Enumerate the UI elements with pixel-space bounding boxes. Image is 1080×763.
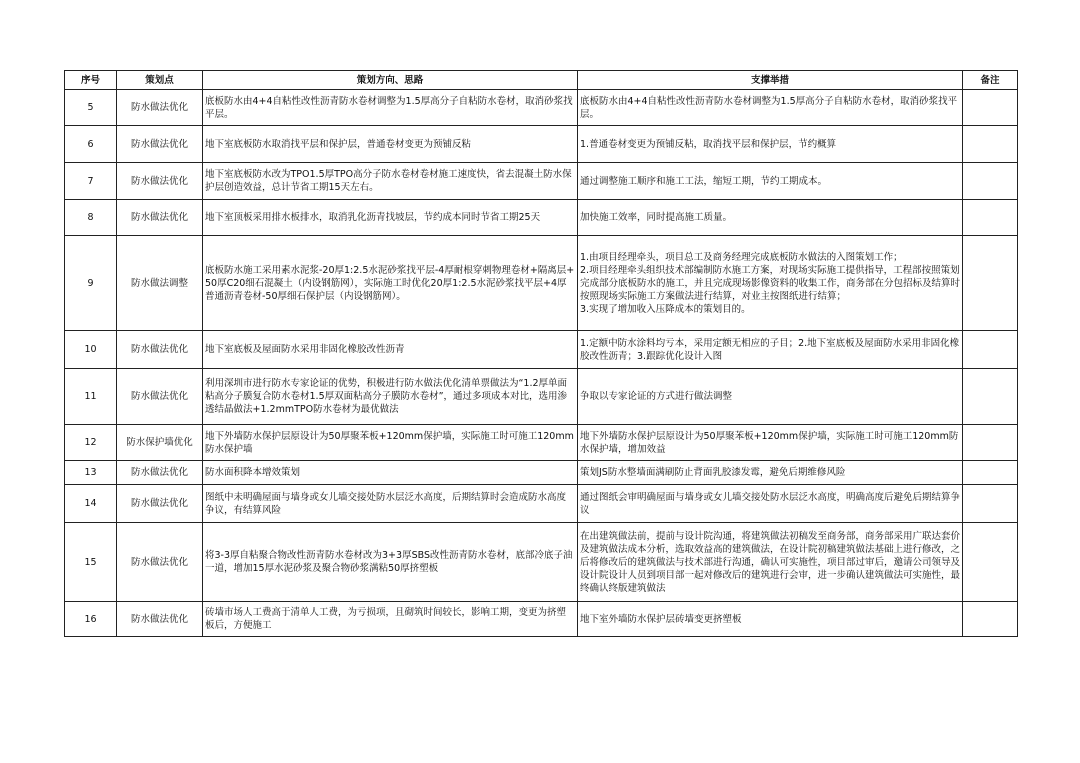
row-plan-point: 防水做法优化 — [117, 163, 203, 200]
table-row — [65, 602, 1018, 637]
header-num: 序号 — [65, 71, 117, 90]
table-row — [65, 425, 1018, 461]
row-direction: 地下室顶板采用排水板排水，取消乳化沥青找坡层，节约成本同时节省工期25天 — [203, 200, 578, 236]
header-direction: 策划方向、思路 — [203, 71, 578, 90]
table-row — [65, 523, 1018, 602]
header-measures: 支撑举措 — [578, 71, 963, 90]
table-row — [65, 200, 1018, 236]
plan-table — [64, 70, 1018, 637]
row-measures: 通过图纸会审明确屋面与墙身或女儿墙交接处防水层泛水高度，明确高度后避免后期结算争议 — [578, 485, 963, 523]
row-measures: 1.定额中防水涂料均亏本，采用定额无相应的子目；2.地下室底板及屋面防水采用非固化橡胶改性沥青；3.跟踪优化设计入图 — [578, 331, 963, 369]
row-plan-point: 防水做法调整 — [117, 236, 203, 331]
header-point: 策划点 — [117, 71, 203, 90]
row-measures: 通过调整施工顺序和施工工法，缩短工期，节约工期成本。 — [578, 163, 963, 200]
row-note — [963, 200, 1018, 236]
row-note — [963, 425, 1018, 461]
row-num: 9 — [65, 236, 117, 331]
row-num: 5 — [65, 90, 117, 126]
row-note — [963, 90, 1018, 126]
row-num: 14 — [65, 485, 117, 523]
row-num: 7 — [65, 163, 117, 200]
row-direction: 地下室底板及屋面防水采用非固化橡胶改性沥青 — [203, 331, 578, 369]
row-plan-point: 防水保护墙优化 — [117, 425, 203, 461]
row-note — [963, 163, 1018, 200]
row-plan-point: 防水做法优化 — [117, 461, 203, 485]
row-direction: 底板防水由4+4自粘性改性沥青防水卷材调整为1.5厚高分子自粘防水卷材，取消砂浆找平层。 — [203, 90, 578, 126]
row-num: 6 — [65, 126, 117, 163]
row-measures: 加快施工效率，同时提高施工质量。 — [578, 200, 963, 236]
row-measures: 地下室外墙防水保护层砖墙变更挤塑板 — [578, 602, 963, 637]
row-measures: 1.由项目经理牵头，项目总工及商务经理完成底板防水做法的入图策划工作； 2.项目经理牵头组织技术部编制防水施工方案，对现场实际施工提供指导，工程部按照策划完成部分底板防水的施工，并且完成现场影像资料的收集工作，商务部在分包招标及结算时按照现场实际施工方案做法进行结算，对业主按图纸进行结算； 3.实现了增加收入压降成本的策划目的。 — [578, 236, 963, 331]
header-row — [65, 71, 1018, 90]
row-direction: 图纸中未明确屋面与墙身或女儿墙交接处防水层泛水高度，后期结算时会造成防水高度争议，有结算风险 — [203, 485, 578, 523]
row-note — [963, 369, 1018, 425]
row-note — [963, 461, 1018, 485]
row-plan-point: 防水做法优化 — [117, 90, 203, 126]
row-num: 12 — [65, 425, 117, 461]
row-direction: 砖墙市场人工费高于清单人工费，为亏损项，且砌筑时间较长，影响工期，变更为挤塑板后，方便施工 — [203, 602, 578, 637]
row-measures: 在出建筑做法前，提前与设计院沟通，将建筑做法初稿发至商务部，商务部采用广联达套价及建筑做法成本分析，选取效益高的建筑做法，在设计院初稿建筑做法基础上进行修改，之后将修改后的建筑做法与技术部进行沟通，确认可实施性，项目部过审后，邀请公司领导及设计院设计人员到项目部一起对修改后的建筑进行会审，进一步确认建筑做法可实施性，最终确认终版建筑做法 — [578, 523, 963, 602]
row-measures: 地下外墙防水保护层原设计为50厚聚苯板+120mm保护墙，实际施工时可施工120mm防水保护墙，增加效益 — [578, 425, 963, 461]
table-row — [65, 461, 1018, 485]
row-note — [963, 485, 1018, 523]
table-row — [65, 126, 1018, 163]
row-direction: 地下室底板防水改为TPO1.5厚TPO高分子防水卷材卷材施工速度快，省去混凝土防水保护层创造效益，总计节省工期15天左右。 — [203, 163, 578, 200]
row-measures: 1.普通卷材变更为预铺反粘，取消找平层和保护层，节约概算 — [578, 126, 963, 163]
row-measures: 策划JS防水整墙面满刷防止背面乳胶漆发霉，避免后期维修风险 — [578, 461, 963, 485]
row-plan-point: 防水做法优化 — [117, 200, 203, 236]
row-num: 16 — [65, 602, 117, 637]
row-note — [963, 602, 1018, 637]
row-note — [963, 523, 1018, 602]
table-row — [65, 369, 1018, 425]
row-num: 13 — [65, 461, 117, 485]
table-row — [65, 90, 1018, 126]
row-plan-point: 防水做法优化 — [117, 331, 203, 369]
row-note — [963, 236, 1018, 331]
row-num: 10 — [65, 331, 117, 369]
row-direction: 将3-3厚自粘聚合物改性沥青防水卷材改为3+3厚SBS改性沥青防水卷材，底部冷底子油一道，增加15厚水泥砂浆及聚合物砂浆满粘50厚挤塑板 — [203, 523, 578, 602]
row-plan-point: 防水做法优化 — [117, 602, 203, 637]
row-plan-point: 防水做法优化 — [117, 523, 203, 602]
row-direction: 底板防水施工采用素水泥浆-20厚1:2.5水泥砂浆找平层-4厚耐根穿刺物理卷材+隔离层+50厚C20细石混凝土（内设钢筋网），实际施工时优化20厚1:2.5水泥砂浆找平层+4厚普通沥青卷材-50厚细石保护层（内设钢筋网）。 — [203, 236, 578, 331]
row-measures: 争取以专家论证的方式进行做法调整 — [578, 369, 963, 425]
row-plan-point: 防水做法优化 — [117, 485, 203, 523]
row-plan-point: 防水做法优化 — [117, 126, 203, 163]
row-direction: 地下室底板防水取消找平层和保护层，普通卷材变更为预铺反粘 — [203, 126, 578, 163]
row-num: 15 — [65, 523, 117, 602]
row-measures: 底板防水由4+4自粘性改性沥青防水卷材调整为1.5厚高分子自粘防水卷材，取消砂浆找平层。 — [578, 90, 963, 126]
row-direction: 防水面积降本增效策划 — [203, 461, 578, 485]
row-plan-point: 防水做法优化 — [117, 369, 203, 425]
row-num: 8 — [65, 200, 117, 236]
row-note — [963, 126, 1018, 163]
table-row — [65, 236, 1018, 331]
row-direction: 地下外墙防水保护层原设计为50厚聚苯板+120mm保护墙，实际施工时可施工120mm防水保护墙 — [203, 425, 578, 461]
row-direction: 利用深圳市进行防水专家论证的优势，积极进行防水做法优化清单票做法为“1.2厚单面粘高分子膜复合防水卷材1.5厚双面粘高分子膜防水卷材”，通过多项成本对比，选用渗透结晶做法+1.2mmTPO防水卷材为最优做法 — [203, 369, 578, 425]
row-num: 11 — [65, 369, 117, 425]
table-row — [65, 163, 1018, 200]
table-row — [65, 331, 1018, 369]
row-note — [963, 331, 1018, 369]
header-note: 备注 — [963, 71, 1018, 90]
table-row — [65, 485, 1018, 523]
